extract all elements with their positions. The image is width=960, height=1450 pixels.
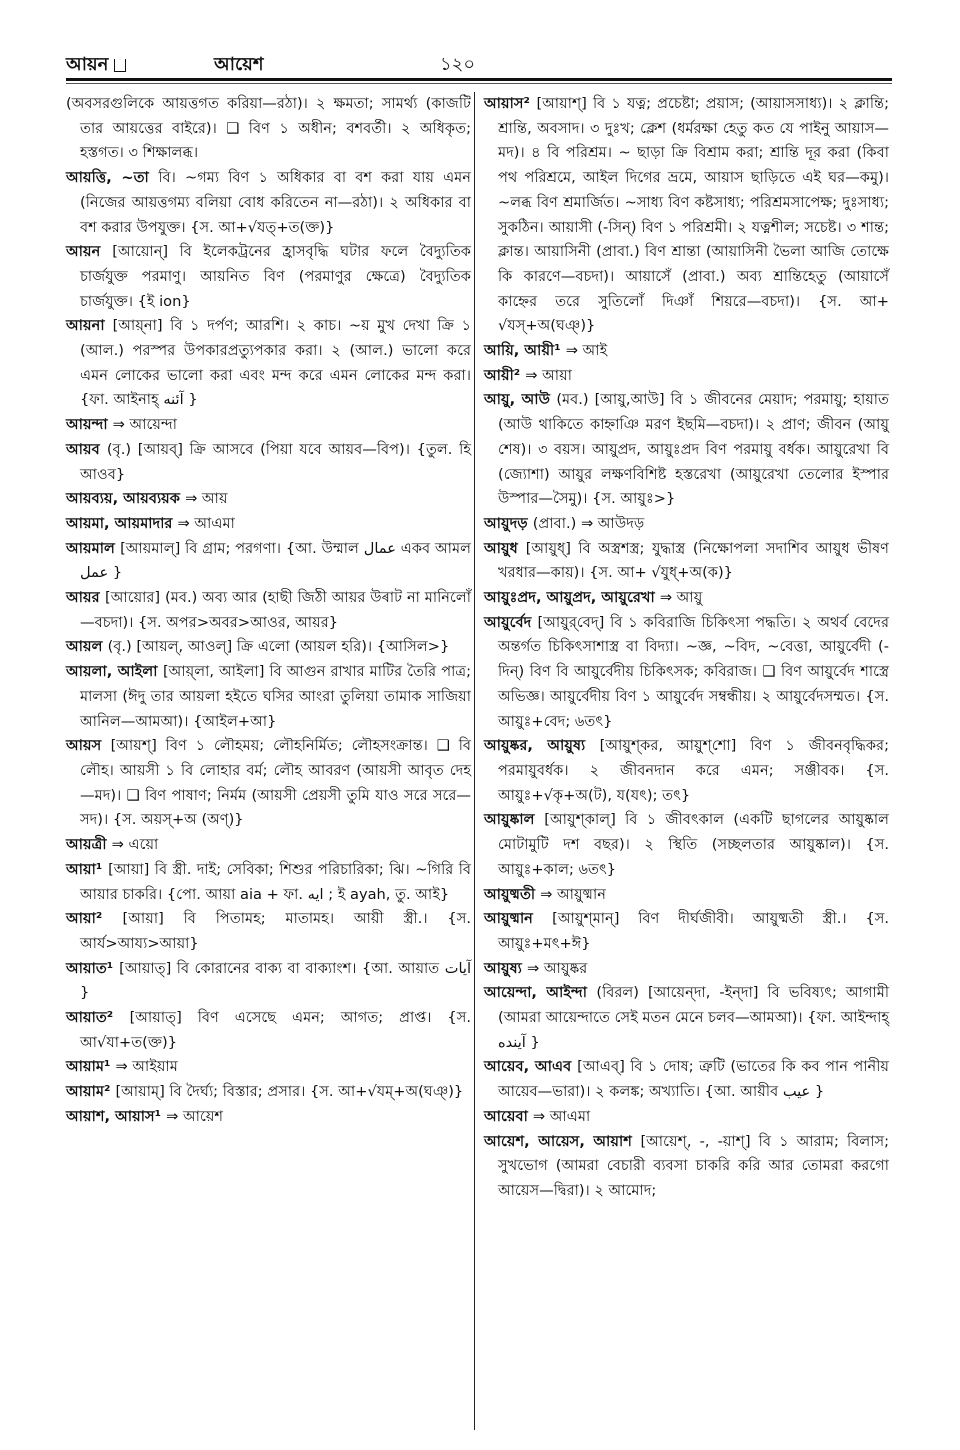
page-header — [66, 50, 892, 80]
guide-word-right: আয়েশ — [214, 54, 264, 75]
entry-definition: [আয়া] বি স্ত্রী. দাই; সেবিকা; শিশুর পরিচারিকা; ঝি। ~গিরি বি আয়ার চাকরি। {পো. আয়া aia + ফা. ایه ; ই ayah, তু. আই} — [80, 860, 471, 903]
dictionary-entry — [66, 512, 471, 537]
entry-definition: ⇒ আয় — [185, 490, 228, 508]
entry-headword: আয়ুর্বেদ — [484, 613, 538, 631]
entry-definition: ⇒ আএমা — [177, 514, 235, 532]
guide-separator-icon — [114, 59, 126, 72]
left-column — [66, 92, 471, 1130]
entry-headword: আয়ব্যয়, আয়ব্যয়ক — [66, 490, 186, 508]
dictionary-entry — [66, 734, 471, 833]
entry-definition: বি। ~গম্য বিণ ১ অধিকার বা বশ করা যায় এমন (নিজের আয়ত্তগম্য বলিয়া বোধ করিতেন না—রঠা)। ২ অধিকার বা বশ করার উপযুক্ত। {স. আ+√যত্+ত(ক্ত)} — [80, 169, 471, 236]
dictionary-entry — [66, 660, 471, 734]
dictionary-entry — [484, 512, 889, 537]
entry-headword: আয়াত² — [66, 1009, 130, 1027]
dictionary-entry — [484, 808, 889, 882]
dictionary-entry — [66, 487, 471, 512]
dictionary-entry — [484, 388, 889, 512]
entry-headword: আয়াম¹ — [66, 1058, 116, 1076]
entry-definition: ⇒ আয়ু — [659, 589, 703, 607]
entry-headword: আয়ুষ্য — [484, 959, 527, 977]
entry-headword: আয়ুদড় — [484, 514, 533, 532]
entry-definition: ⇒ আয়েশ — [166, 1107, 224, 1125]
dictionary-entry — [484, 883, 889, 908]
dictionary-entry — [484, 537, 889, 586]
entry-headword: আয়ুধ — [484, 539, 526, 557]
entry-headword: আয়লা, আইলা — [66, 663, 163, 681]
dictionary-entry — [66, 314, 471, 413]
dictionary-entry — [484, 364, 889, 389]
entry-definition: ⇒ আয়ুষ্মান — [540, 885, 606, 903]
entry-headword: আয়াম² — [66, 1083, 116, 1101]
right-column — [484, 92, 889, 1204]
entry-definition: [আয়াত্] বিণ এসেছে এমন; আগত; প্রাপ্ত। {স. আ√যা+ত(ক্ত)} — [80, 1009, 471, 1051]
entry-headword: আয়েশ, আয়েস, আয়াশ — [484, 1132, 641, 1150]
entry-definition: (প্রাবা.) ⇒ আউদড় — [532, 514, 645, 532]
entry-definition: [আয়শ্] বিণ ১ লৌহময়; লৌহনির্মিত; লৌহসংক্রান্ত। ❑ বি লৌহ। আয়সী ১ বি লোহার বর্ম; লৌহ আবরণ (আয়সী আবৃত দেহ—মদ)। ❑ বিণ পাষাণ; নির্মম (আয়সী প্রেয়সী তুমি যাও সরে সরে—সদ)। {স. অয়স্+অ (অণ্)} — [80, 737, 472, 829]
entry-definition: ⇒ আয়েন্দা — [112, 416, 177, 434]
entry-headword: আয়া¹ — [66, 860, 109, 878]
entry-headword: আয়ু, আউ — [484, 391, 557, 409]
page-number: ১২০ — [440, 54, 476, 75]
entry-definition: (মব.) [আয়ু,আউ] বি ১ জীবনের মেয়াদ; পরমায়ু; হায়াত (আউ থাকিতে কাহ্নাঞি মরণ ইছমি—বচদা)। ২ প্রাণ; জীবন (আয়ু শেষ)। ৩ বয়স। আয়ুপ্রদ, আয়ুঃপ্রদ বিণ পরমায়ু বর্ধক। আয়ুরেখা বি (জ্যোশা) আয়ুর লক্ষণবিশিষ্ট হস্তরেখা (আয়ুরেখা তেলোর ইস্পার উস্পার—সৈমু)। {স. আয়ুঃ>} — [498, 391, 889, 508]
header-rule — [66, 78, 892, 81]
entry-definition: [আয়ুশ্‌কর, আয়ুশ্‌শো] বিণ ১ জীবনবৃদ্ধিকর; পরমায়ুবর্ধক। ২ জীবনদান করে এমন; সঞ্জীবক। {স. আয়ুঃ+√কৃ+অ(ট), য(যৎ); তৎ} — [498, 737, 889, 804]
entry-definition: [আয়ুশ্‌কাল্] বি ১ জীবৎকাল (একটি ছাগলের আয়ুষ্কাল মোটামুটি দশ বছর)। ২ স্থিতি (সচ্ছলতার আয়ুষ্কাল)। {স. আয়ুঃ+কাল; ৬তৎ} — [498, 811, 889, 878]
entry-headword: আয়ন — [66, 243, 113, 261]
dictionary-entry — [66, 92, 471, 166]
dictionary-entry — [66, 1080, 471, 1105]
entry-headword: আয়ত্তি, ~তা — [66, 169, 159, 187]
entry-headword: আয়া² — [66, 910, 123, 928]
guide-word-left — [66, 50, 132, 81]
entry-definition: [আয়োন্] বি ইলেকট্রনের হ্রাসবৃদ্ধি ঘটার ফলে বৈদ্যুতিক চার্জযুক্ত পরমাণু। আয়নিত বিণ (পরমাণুর ক্ষেত্রে) বৈদ্যুতিক চার্জযুক্ত। {ই ion} — [80, 243, 471, 310]
entry-headword: আয়েন্দা, আইন্দা — [484, 984, 597, 1002]
dictionary-entry — [66, 240, 471, 314]
entry-definition: (বিরল) [আয়েন্‌দা, -ইন্‌দা] বি ভবিষ্যৎ; আগামী (আমরা আয়েন্দাতে সেই মতন মেনে চলব—আমআ)। {ফা. আইন্দাহ্ آینده } — [498, 984, 890, 1051]
entry-headword: আয়াস² — [484, 95, 537, 112]
dictionary-entry — [484, 1130, 889, 1204]
dictionary-entry — [484, 611, 889, 735]
entry-headword: আয়াশ, আয়াস¹ — [66, 1107, 167, 1125]
dictionary-entry — [66, 537, 471, 586]
entry-headword: আয়ুষ্কর, আয়ুষ্য — [484, 737, 600, 755]
entry-definition: ⇒ আই — [565, 342, 608, 360]
entry-headword: আয়াত¹ — [66, 959, 120, 977]
entry-definition: [আয়াম্] বি দৈর্ঘ্য; বিস্তার; প্রসার। {স. আ+√যম্+অ(ঘঞ্)} — [115, 1083, 464, 1101]
dictionary-entry — [66, 1006, 471, 1055]
dictionary-entry — [66, 957, 471, 1006]
entry-definition: [আয়োর] (মব.) অব্য আর (হাছী জিঠী আয়র উৰাট না মানিলোঁ—বচদা)। {স. অপর>অবর>আওর, আয়র} — [80, 589, 471, 631]
dictionary-entry — [66, 586, 471, 635]
dictionary-entry — [484, 1105, 889, 1130]
entry-headword: আয়ুঃপ্রদ, আয়ুপ্রদ, আয়ুরেখা — [484, 589, 660, 607]
entry-definition: [আয়াত্] বি কোরানের বাক্য বা বাক্যাংশ। {আ. আয়াত آیات } — [80, 959, 472, 1002]
entry-headword: আয়ল — [66, 638, 108, 656]
entry-headword: আয়না — [66, 317, 113, 335]
entry-definition: [আয়ুশ্‌মান্] বিণ দীর্ঘজীবী। আয়ুষ্মতী স্ত্রী.। {স. আয়ুঃ+মৎ+ঈ} — [498, 910, 890, 952]
header-rule-thin — [66, 83, 892, 84]
dictionary-entry — [484, 981, 889, 1055]
entry-headword: আয়েব, আএব — [484, 1058, 578, 1076]
column-divider — [474, 92, 475, 1430]
entry-headword: আয়মাল — [66, 539, 121, 557]
entry-definition: [আএব্] বি ১ দোষ; ত্রুটি (ভাতের কি কব পান পানীয় আয়েব—ভারা)। ২ কলঙ্ক; অখ্যাতি। {আ. আয়ীব عیب } — [498, 1058, 889, 1101]
entry-definition: ⇒ আয়ুষ্কর — [526, 959, 588, 977]
entry-definition: [আয়ুধ্] বি অস্ত্রশস্ত্র; যুদ্ধাস্ত্র (নিক্ষোপলা সদাশিব আয়ুধ ভীষণ খরধার—কায়)। {স. আ+ √যুধ্+অ(ক)} — [498, 539, 889, 582]
entry-headword: আয়ন্দা — [66, 416, 113, 434]
dictionary-entry — [66, 438, 471, 487]
entry-definition: (বৃ.) [আয়ল্, আওল্] ক্রি এলো (আয়ল হরি)। {আসিল>} — [107, 638, 450, 656]
entry-headword: আয়ুষ্মতী — [484, 885, 541, 903]
entry-headword: আয়ী² — [484, 366, 526, 384]
entry-definition: (বৃ.) [আয়ব্] ক্রি আসবে (পিয়া যবে আয়ব—বিপ)। {তুল. হি আওব} — [80, 440, 471, 483]
dictionary-entry — [66, 166, 471, 240]
entry-headword: আয়ুষ্কাল — [484, 811, 545, 829]
dictionary-entry — [484, 92, 889, 339]
entry-headword: আয়ত্রী — [66, 836, 112, 854]
entry-headword: আয়ব — [66, 440, 107, 458]
entry-definition: ⇒ আয়া — [525, 366, 572, 384]
entry-headword: আয়ি, আয়ী¹ — [484, 342, 566, 360]
dictionary-entry — [66, 907, 471, 956]
dictionary-entry — [66, 413, 471, 438]
entry-definition: ⇒ এয়ো — [111, 836, 159, 854]
entry-headword: আয়স — [66, 737, 111, 755]
entry-definition: [আয়েশ্, -, -য়াশ্] বি ১ আরাম; বিলাস; সুখভোগ (আমরা বেচারী ব্যবসা চাকরি করি আর তোমরা করগো আয়েস—দ্বিরা)। ২ আমোদ; — [498, 1132, 889, 1199]
entry-definition: [আয়া] বি পিতামহ; মাতামহ। আয়ী স্ত্রী.। {স. আর্য>আয্য>আয়া} — [80, 910, 471, 952]
dictionary-entry — [484, 586, 889, 611]
entry-definition: [আয়্‌লা, আইলা] বি আগুন রাখার মাটির তৈরি পাত্র; মালসা (ঈদু তার আয়লা হইতে ঘসির আংরা তুলিয়া তামাক সাজিয়া আনিল—আমআ)। {আইল+আ} — [80, 663, 472, 730]
entry-headword: আয়র — [66, 589, 105, 607]
guide-word-left-text: আয়ন — [66, 54, 109, 75]
entry-headword: আয়মা, আয়মাদার — [66, 514, 178, 532]
entry-definition: (অবসরগুলিকে আয়ত্তগত করিয়া—রঠা)। ২ ক্ষমতা; সামর্থ্য (কাজটি তার আয়ত্তের বাইরে)। ❑ বিণ ১ অধীন; বশবর্তী। ২ অধিকৃত; হস্তগত। ৩ শিক্ষালব্ধ। — [66, 95, 471, 162]
entry-definition: [আয়মাল্] বি গ্রাম; পরগণা। {আ. উম্মাল عمال একব আমল عمل } — [80, 539, 471, 582]
entry-headword: আয়েবা — [484, 1107, 533, 1125]
entry-definition: [আয়াশ্] বি ১ যত্ন; প্রচেষ্টা; প্রয়াস; (আয়াসসাধ্য)। ২ ক্লান্তি; শ্রান্তি, অবসাদ। ৩ দুঃখ; ক্লেশ (ধর্মরক্ষা হেতু কত যে পাইনু আয়াস—মদ)। ৪ বি পরিশ্রম। ~ ছাড়া ক্রি বিশ্রাম করা; শ্রান্তি দূর করা (কিবা পথ পরিশ্রমে, আইল দিগের ভ্রমে, আয়াস ছাড়িতে এই ঘর—কমু)। ~লব্ধ বিণ শ্রমার্জিত। ~সাধ্য বিণ কষ্টসাধ্য; পরিশ্রমসাপেক্ষ; দুঃসাধ্য; সুকঠিন। আয়াসী (-সিন্) বিণ ১ পরিশ্রমী। ২ যত্নশীল; সচেষ্ট। ৩ শান্ত; ক্লান্ত। আয়াসিনী (প্রাবা.) বিণ শ্রান্তা (আয়াসিনী ভৈলা আজি তোক্ষে কি কারণে—বচদা)। আয়াসেঁ (প্রাবা.) অব্য শ্রান্তিহেতু (আয়াসেঁ কাহ্নের তরে সুতিলোঁ দিঞাঁ শিয়রে—বচদা)। {স. আ+ √যস্+অ(ঘঞ্)} — [498, 95, 889, 335]
dictionary-entry — [484, 957, 889, 982]
entry-headword: আয়ুষ্মান — [484, 910, 553, 928]
dictionary-entry — [66, 635, 471, 660]
dictionary-entry — [484, 734, 889, 808]
dictionary-entry — [484, 1055, 889, 1104]
dictionary-entry — [484, 907, 889, 956]
dictionary-entry — [484, 339, 889, 364]
dictionary-entry — [66, 833, 471, 858]
dictionary-entry — [66, 1105, 471, 1130]
dictionary-entry — [66, 858, 471, 907]
dictionary-entry — [66, 1055, 471, 1080]
entry-definition: ⇒ আইয়াম — [115, 1058, 178, 1076]
entry-definition: [আয়ুর্‌বেদ্] বি ১ কবিরাজি চিকিৎসা পদ্ধতি। ২ অথর্ব বেদের অন্তর্গত চিকিৎসাশাস্ত্র বা বিদ্যা। ~জ্ঞ, ~বিদ, ~বেত্তা, আয়ুর্বেদী (-দিন্) বিণ বি আয়ুর্বেদীয় চিকিৎসক; কবিরাজ। ❑ বিণ আয়ুর্বেদ শাস্ত্রে অভিজ্ঞ। আয়ুর্বেদীয় বিণ ১ আয়ুর্বেদ সম্বন্ধীয়। ২ আয়ুর্বেদসম্মত। {স. আয়ুঃ+বেদ; ৬তৎ} — [498, 613, 889, 730]
entry-definition: [আয়্না] বি ১ দর্পণ; আরশি। ২ কাচ। ~য় মুখ দেখা ক্রি ১ (আল.) পরস্পর উপকারপ্রত্যুপকার করা। ২ (আল.) ভালো করে এমন লোকের ভালো করা এবং মন্দ করে এমন লোকের মন্দ করা। {ফা. আইনাহ্ آئنه } — [80, 317, 471, 409]
entry-definition: ⇒ আএমা — [532, 1107, 591, 1125]
